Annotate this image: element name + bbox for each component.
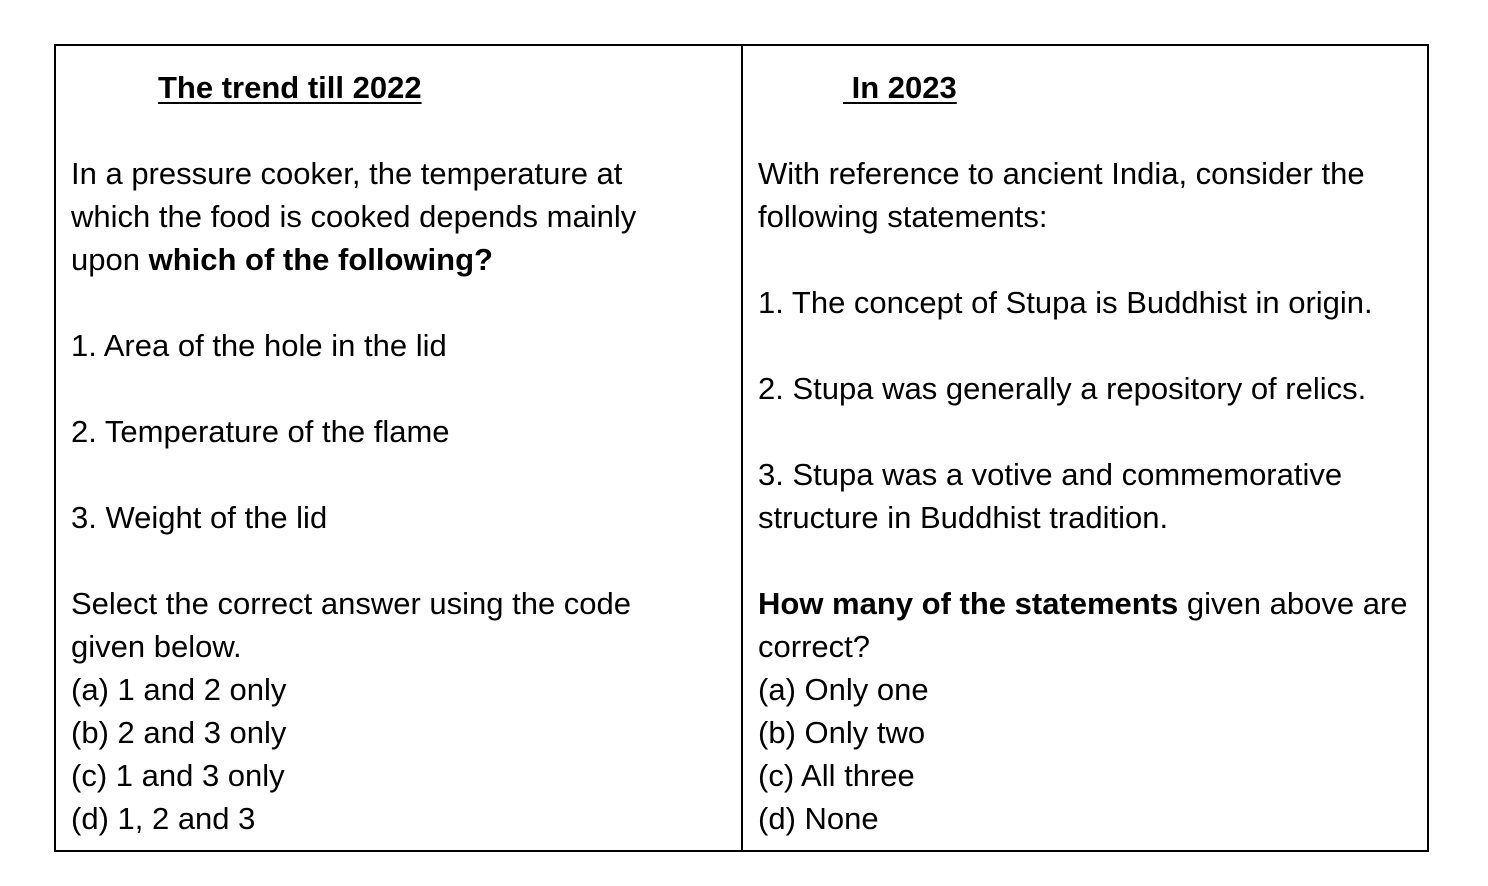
left-question-line [71,238,733,281]
right-column [743,46,1427,850]
right-option: (d) None [758,801,879,836]
right-option: (a) Only one [758,672,929,707]
left-question-body [71,152,733,840]
right-prompt-text: given above are [1178,586,1408,621]
right-question-line: With reference to ancient India, consider the [758,156,1365,191]
left-option: (d) 1, 2 and 3 [71,801,256,836]
right-question-body [758,152,1419,840]
right-heading: In 2023 [843,70,957,105]
right-prompt [758,582,1419,625]
left-question-line: In a pressure cooker, the temperature at [71,156,623,191]
left-question-emphasis: which of the following? [148,242,493,277]
right-prompt-emphasis: How many of the statements [758,586,1179,621]
left-statement: 2. Temperature of the flame [71,414,450,449]
left-heading: The trend till 2022 [158,70,422,105]
left-option: (c) 1 and 3 only [71,758,285,793]
right-option: (c) All three [758,758,915,793]
right-statement: 3. Stupa was a votive and commemorative [758,457,1343,492]
right-statement: 2. Stupa was generally a repository of relics. [758,371,1367,406]
left-option: (a) 1 and 2 only [71,672,287,707]
left-instruction: given below. [71,629,242,664]
left-column [56,46,743,850]
right-prompt: correct? [758,629,870,664]
right-question-line: following statements: [758,199,1048,234]
left-option: (b) 2 and 3 only [71,715,287,750]
left-question-text: upon [71,242,149,277]
right-option: (b) Only two [758,715,926,750]
comparison-table [54,44,1429,852]
right-statement: 1. The concept of Stupa is Buddhist in origin. [758,285,1373,320]
left-instruction: Select the correct answer using the code [71,586,632,621]
left-statement: 1. Area of the hole in the lid [71,328,447,363]
right-statement: structure in Buddhist tradition. [758,500,1169,535]
left-question-line: which the food is cooked depends mainly [71,199,637,234]
left-statement: 3. Weight of the lid [71,500,328,535]
